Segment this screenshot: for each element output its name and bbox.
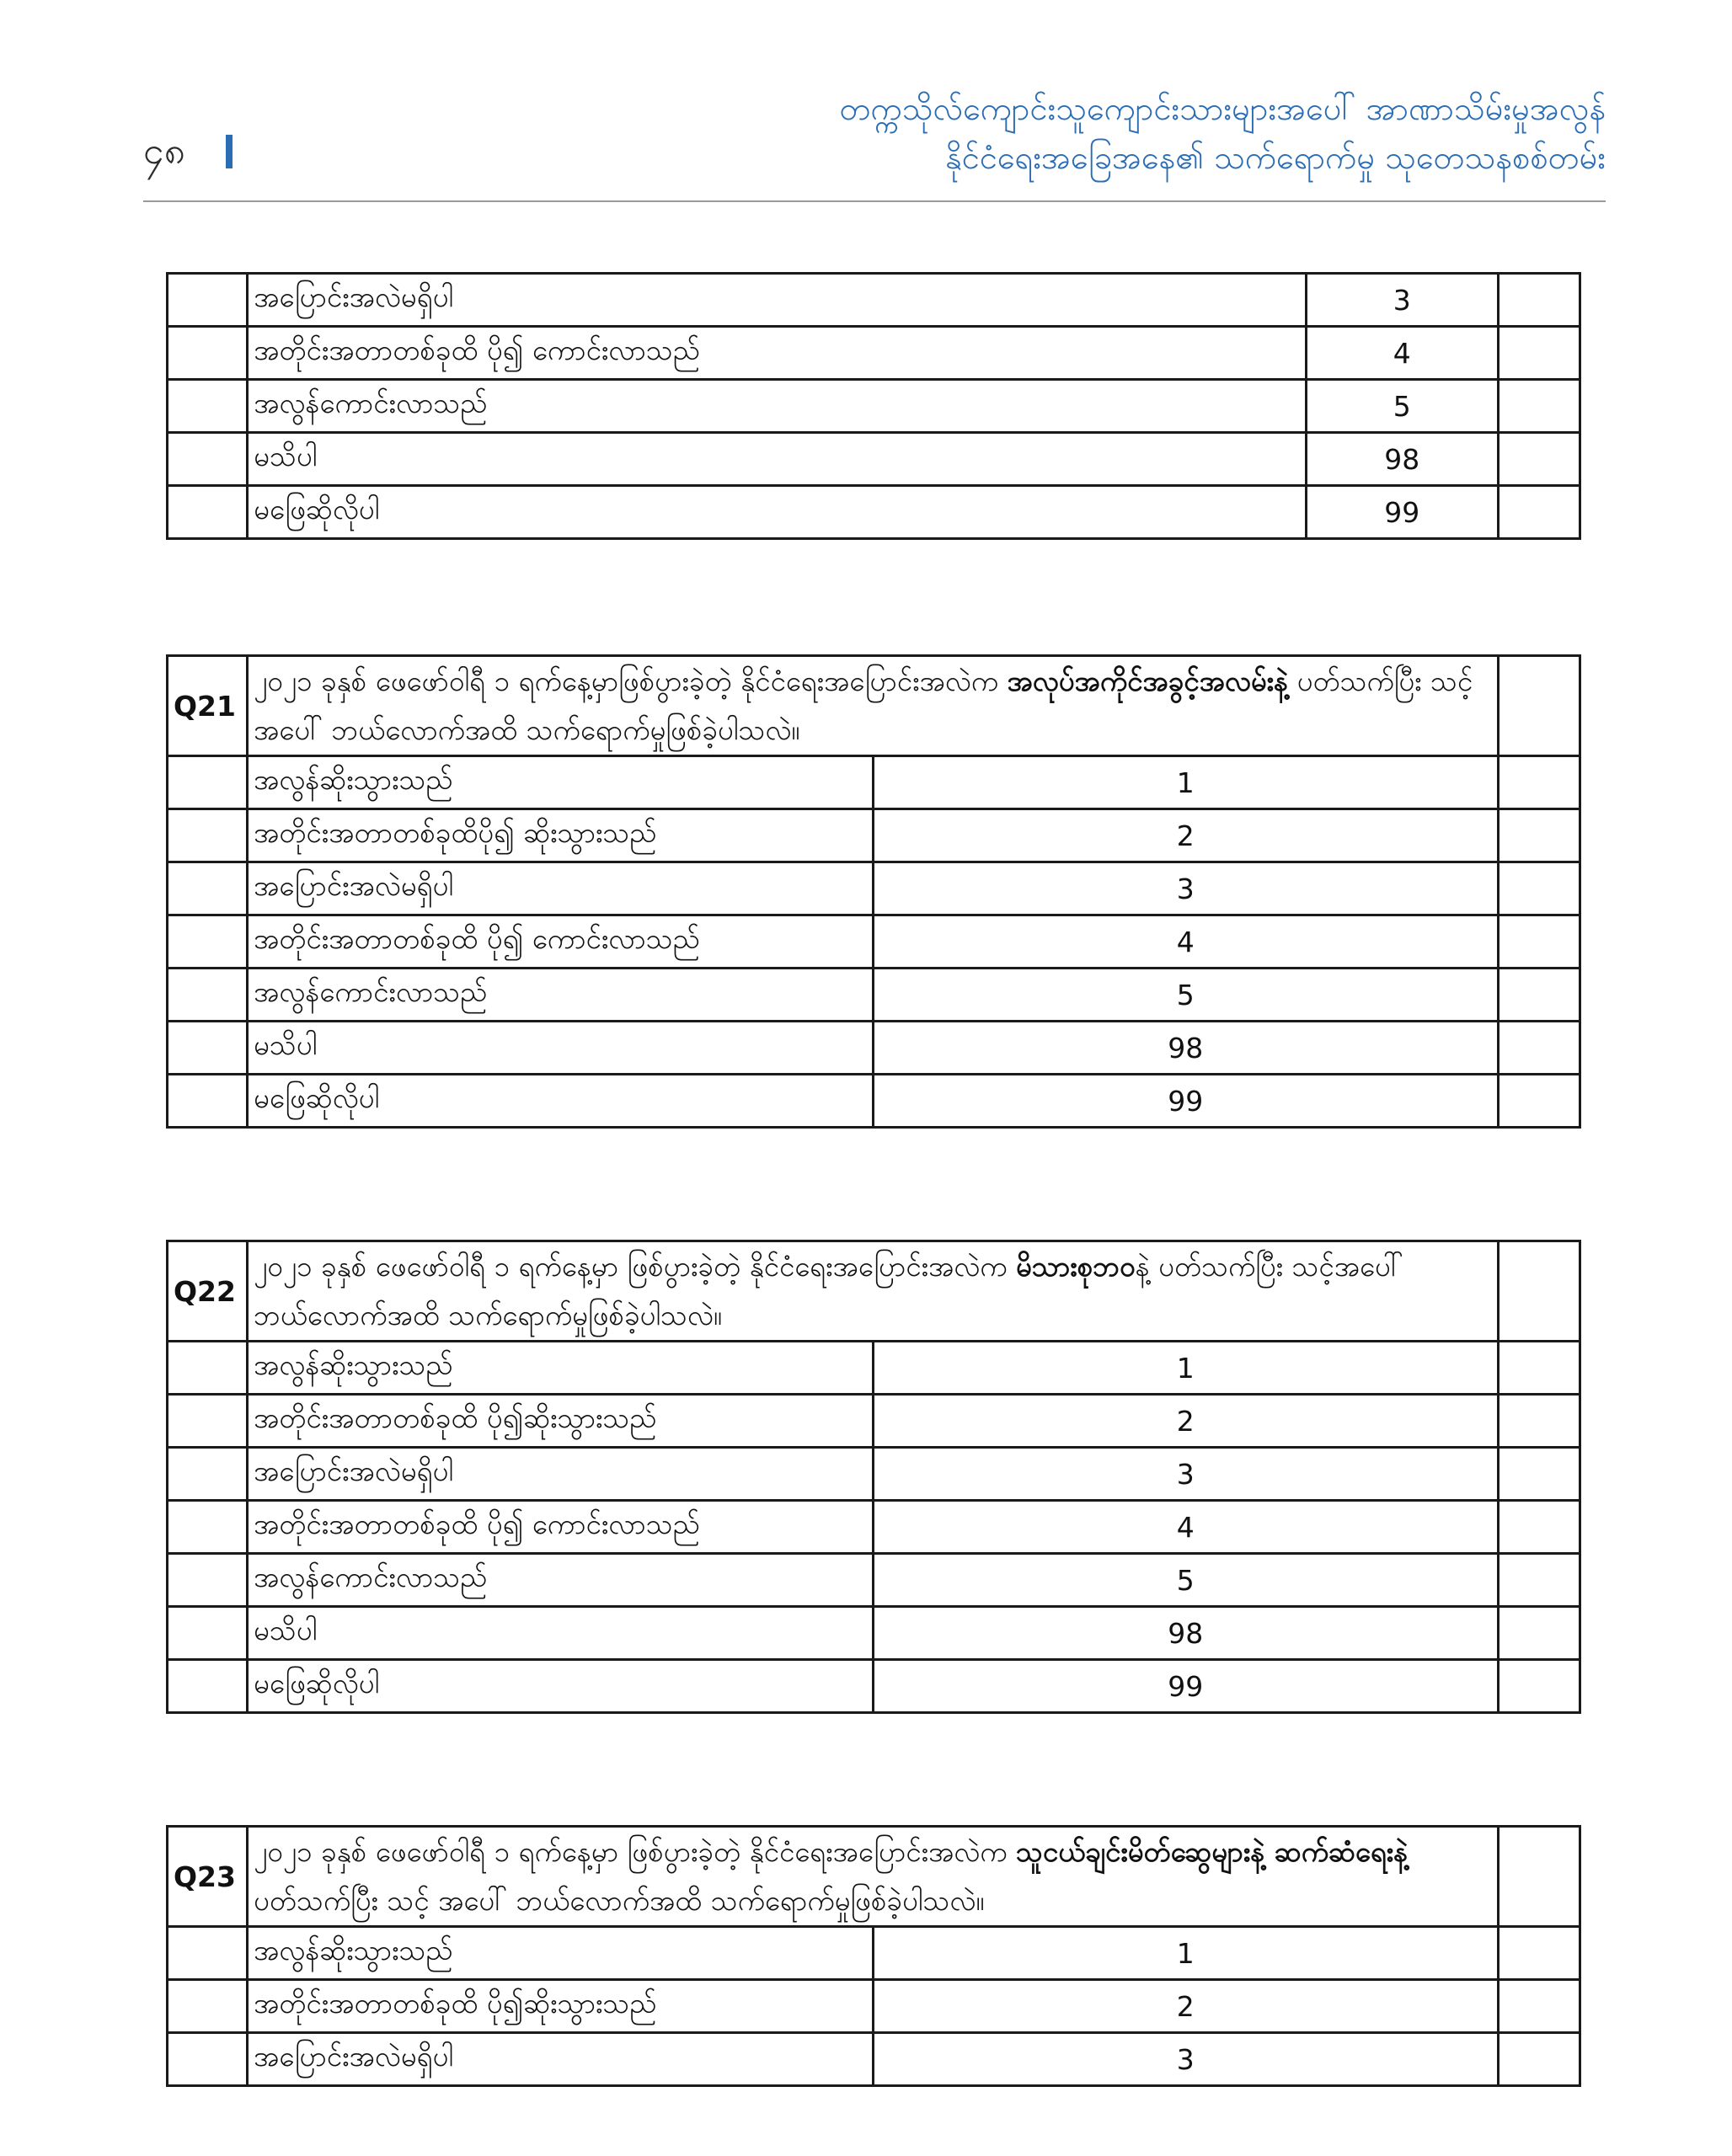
option-row: [168, 1395, 1580, 1448]
question-text-emphasis: မိသားစုဘဝ: [1015, 1250, 1136, 1283]
id-cell: [168, 915, 248, 969]
option-row: [168, 1501, 1580, 1554]
option-label: မဖြေဆိုလိုပါ: [248, 1660, 874, 1713]
question-text: [248, 1827, 1499, 1927]
question-text-part: နဲ့ ပတ်သက်ပြီး သင့်အပေါ် ဘယ်လောက်အထိ သက်ရောက်မှုဖြစ်ခဲ့ပါသလဲ။: [254, 1250, 1403, 1331]
question-text: [248, 1241, 1499, 1342]
option-label: အပြောင်းအလဲမရှိပါ: [248, 862, 874, 915]
id-cell: [168, 1075, 248, 1128]
option-row: [168, 1660, 1580, 1713]
id-cell: [168, 433, 248, 486]
option-row: [168, 486, 1580, 539]
answer-cell[interactable]: [1498, 327, 1580, 380]
option-code: 2: [873, 809, 1499, 862]
option-label: အတိုင်းအတာတစ်ခုထိ ပို၍ဆိုးသွားသည်: [248, 1980, 874, 2033]
page-header: [0, 0, 1732, 202]
option-code: 5: [873, 969, 1499, 1022]
option-row: [168, 1075, 1580, 1128]
question-text-part: ၂၀၂၁ ခုနှစ် ဖေဖော်ဝါရီ ၁ ရက်နေ့မှာ ဖြစ်ပွားခဲ့တဲ့ နိုင်ငံရေးအပြောင်းအလဲက: [254, 1250, 1016, 1283]
option-row: [168, 862, 1580, 915]
option-code: 4: [873, 915, 1499, 969]
answer-cell[interactable]: [1499, 1241, 1580, 1342]
question-text-part: ၂၀၂၁ ခုနှစ် ဖေဖော်ဝါရီ ၁ ရက်နေ့မှာဖြစ်ပွားခဲ့တဲ့ နိုင်ငံရေးအပြောင်းအလဲက: [254, 664, 1008, 697]
id-cell: [168, 327, 248, 380]
option-label: မသိပါ: [248, 1022, 874, 1075]
answer-cell[interactable]: [1499, 1501, 1580, 1554]
id-cell: [168, 1448, 248, 1501]
option-row: [168, 809, 1580, 862]
option-label: အတိုင်းအတာတစ်ခုထိ ပို၍ ကောင်းလာသည်: [248, 327, 1306, 380]
question-table-q23: [166, 1825, 1581, 2087]
option-code: 4: [1306, 327, 1498, 380]
question-id: Q21: [168, 656, 248, 756]
option-label: အတိုင်းအတာတစ်ခုထိ ပို၍ ကောင်းလာသည်: [248, 1501, 874, 1554]
id-cell: [168, 1980, 248, 2033]
option-code: 99: [873, 1075, 1499, 1128]
option-row: [168, 915, 1580, 969]
option-code: 1: [873, 1342, 1499, 1395]
question-text-emphasis: သူငယ်ချင်းမိတ်ဆွေများနဲ့ ဆက်ဆံရေးနဲ့: [1015, 1835, 1409, 1868]
option-code: 3: [1306, 274, 1498, 327]
question-text-emphasis: အလုပ်အကိုင်အခွင့်အလမ်းနဲ့: [1007, 664, 1289, 697]
answer-cell[interactable]: [1499, 2033, 1580, 2086]
id-cell: [168, 1022, 248, 1075]
option-code: 3: [873, 2033, 1499, 2086]
id-cell: [168, 969, 248, 1022]
id-cell: [168, 809, 248, 862]
option-code: 1: [873, 756, 1499, 809]
id-cell: [168, 1501, 248, 1554]
answer-cell[interactable]: [1498, 274, 1580, 327]
option-code: 98: [1306, 433, 1498, 486]
option-label: အတိုင်းအတာတစ်ခုထိ ပို၍ ကောင်းလာသည်: [248, 915, 874, 969]
option-row: [168, 274, 1580, 327]
answer-cell[interactable]: [1499, 1980, 1580, 2033]
question-row: [168, 1241, 1580, 1342]
option-row: [168, 2033, 1580, 2086]
answer-cell[interactable]: [1499, 1554, 1580, 1607]
option-row: [168, 433, 1580, 486]
id-cell: [168, 1342, 248, 1395]
option-label: မဖြေဆိုလိုပါ: [248, 1075, 874, 1128]
question-text-part: ပတ်သက်ပြီး သင့် အပေါ် ဘယ်လောက်အထိ သက်ရောက်မှုဖြစ်ခဲ့ပါသလဲ။: [254, 1884, 985, 1917]
id-cell: [168, 380, 248, 433]
option-label: အလွန်ကောင်းလာသည်: [248, 380, 1306, 433]
option-code: 2: [873, 1395, 1499, 1448]
answer-cell[interactable]: [1498, 486, 1580, 539]
option-code: 5: [1306, 380, 1498, 433]
question-table-q21: [166, 654, 1581, 1129]
answer-cell[interactable]: [1499, 915, 1580, 969]
header-rule: [143, 200, 1606, 202]
id-cell: [168, 756, 248, 809]
answer-cell[interactable]: [1499, 1927, 1580, 1980]
option-row: [168, 1022, 1580, 1075]
id-cell: [168, 274, 248, 327]
question-id: Q22: [168, 1241, 248, 1342]
option-code: 5: [873, 1554, 1499, 1607]
id-cell: [168, 1660, 248, 1713]
option-label: မသိပါ: [248, 433, 1306, 486]
option-row: [168, 1607, 1580, 1660]
option-row: [168, 756, 1580, 809]
answer-cell[interactable]: [1499, 1075, 1580, 1128]
option-row: [168, 1980, 1580, 2033]
id-cell: [168, 1607, 248, 1660]
question-table-q22: [166, 1240, 1581, 1714]
id-cell: [168, 486, 248, 539]
page-number: ၄၈: [143, 130, 185, 173]
answer-cell[interactable]: [1499, 1827, 1580, 1927]
option-label: အလွန်ဆိုးသွားသည်: [248, 756, 874, 809]
answer-cell[interactable]: [1498, 380, 1580, 433]
answer-cell[interactable]: [1499, 1395, 1580, 1448]
option-label: အလွန်ကောင်းလာသည်: [248, 1554, 874, 1607]
option-row: [168, 969, 1580, 1022]
option-row: [168, 1554, 1580, 1607]
option-row: [168, 1448, 1580, 1501]
answer-cell[interactable]: [1499, 656, 1580, 756]
id-cell: [168, 1927, 248, 1980]
option-label: အလွန်ဆိုးသွားသည်: [248, 1342, 874, 1395]
question-row: [168, 1827, 1580, 1927]
option-code: 3: [873, 862, 1499, 915]
running-title-line-2: နိုင်ငံရေးအခြေအနေ၏ သက်ရောက်မှု သုတေသနစစ်တမ်း: [945, 139, 1606, 176]
option-label: အပြောင်းအလဲမရှိပါ: [248, 1448, 874, 1501]
answer-cell[interactable]: [1498, 433, 1580, 486]
answer-cell[interactable]: [1499, 809, 1580, 862]
option-code: 2: [873, 1980, 1499, 2033]
option-label: မဖြေဆိုလိုပါ: [248, 486, 1306, 539]
option-code: 99: [873, 1660, 1499, 1713]
question-text-part: ၂၀၂၁ ခုနှစ် ဖေဖော်ဝါရီ ၁ ရက်နေ့မှာ ဖြစ်ပွားခဲ့တဲ့ နိုင်ငံရေးအပြောင်းအလဲက: [254, 1835, 1016, 1868]
question-text: [248, 656, 1499, 756]
option-code: 3: [873, 1448, 1499, 1501]
option-code: 99: [1306, 486, 1498, 539]
answer-cell[interactable]: [1499, 756, 1580, 809]
id-cell: [168, 862, 248, 915]
answer-cell[interactable]: [1499, 1448, 1580, 1501]
option-code: 98: [873, 1022, 1499, 1075]
running-title-line-1: တက္ကသိုလ်ကျောင်းသူကျောင်းသားများအပေါ် အာဏာသိမ်းမှုအလွန်: [839, 90, 1606, 127]
answer-cell[interactable]: [1499, 1607, 1580, 1660]
page-number-accent-bar: [226, 135, 233, 168]
answer-cell[interactable]: [1499, 969, 1580, 1022]
question-table-continued: [166, 272, 1581, 540]
option-row: [168, 380, 1580, 433]
option-code: 4: [873, 1501, 1499, 1554]
option-row: [168, 327, 1580, 380]
options-table1: [168, 274, 1580, 539]
question-text-part: ပတ်သက်ပြီး သင့်အပေါ် ဘယ်လောက်အထိ သက်ရောက်မှုဖြစ်ခဲ့ပါသလဲ။: [254, 664, 1473, 746]
option-label: အလွန်ကောင်းလာသည်: [248, 969, 874, 1022]
option-label: အလွန်ဆိုးသွားသည်: [248, 1927, 874, 1980]
question-id: Q23: [168, 1827, 248, 1927]
option-code: 98: [873, 1607, 1499, 1660]
option-row: [168, 1927, 1580, 1980]
option-row: [168, 1342, 1580, 1395]
option-label: အပြောင်းအလဲမရှိပါ: [248, 274, 1306, 327]
answer-cell[interactable]: [1499, 1342, 1580, 1395]
option-code: 1: [873, 1927, 1499, 1980]
option-label: မသိပါ: [248, 1607, 874, 1660]
answer-cell[interactable]: [1499, 1022, 1580, 1075]
id-cell: [168, 2033, 248, 2086]
option-label: အပြောင်းအလဲမရှိပါ: [248, 2033, 874, 2086]
running-title: [840, 84, 1606, 182]
question-row: [168, 656, 1580, 756]
answer-cell[interactable]: [1499, 1660, 1580, 1713]
id-cell: [168, 1395, 248, 1448]
answer-cell[interactable]: [1499, 862, 1580, 915]
option-label: အတိုင်းအတာတစ်ခုထိပို၍ ဆိုးသွားသည်: [248, 809, 874, 862]
id-cell: [168, 1554, 248, 1607]
option-label: အတိုင်းအတာတစ်ခုထိ ပို၍ဆိုးသွားသည်: [248, 1395, 874, 1448]
